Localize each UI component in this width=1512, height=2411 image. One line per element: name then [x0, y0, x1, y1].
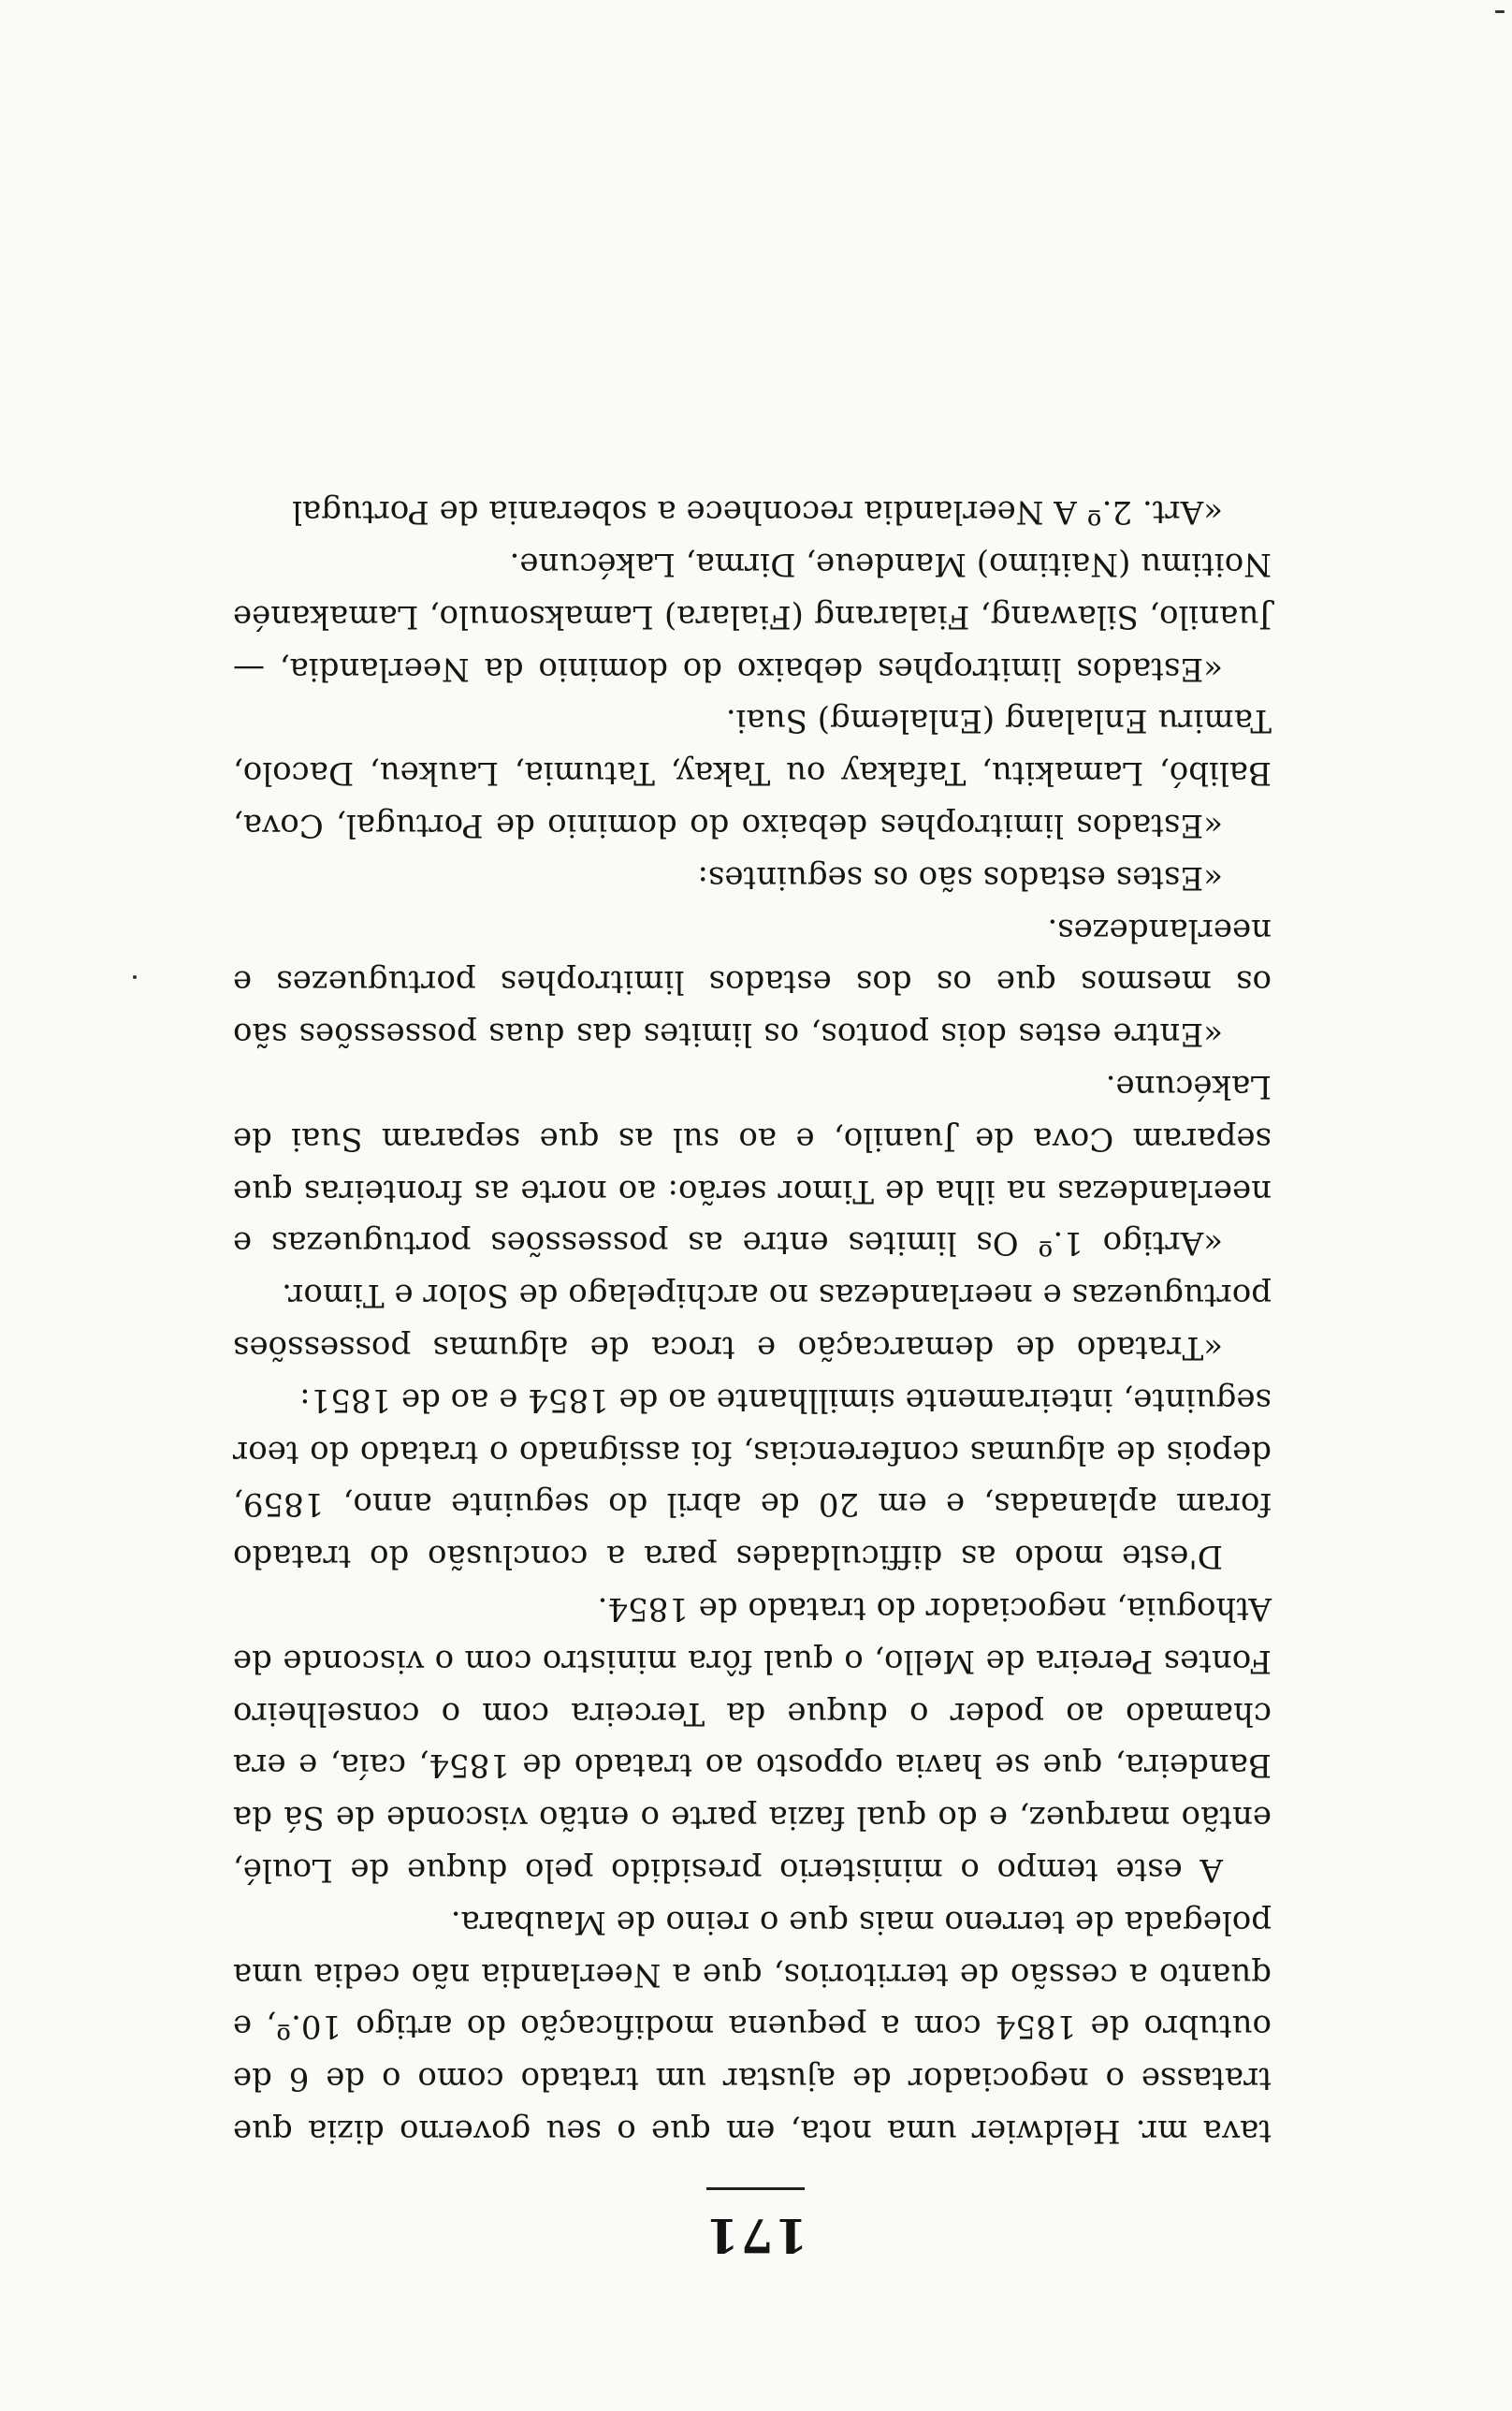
paragraph-2: A este tempo o ministerio presidido pelo duque de Loulé, então marquez, e do qual fazia parte o então visconde de Sá da Bandeira, que se havia opposto ao tratado de 1854, caía, e era chamado ao poder o duque da Terceira com o conselheiro Fontes Pereira de Mello, o qual fôra ministro com o visconde de Athoguia, negociador do tratado de 1854.: [233, 1590, 1272, 1890]
paragraph-10: «Art. 2.º A Neerlandia reconhece a soberania de Portugal: [292, 493, 1223, 532]
paragraph-1: tava mr. Heldwier uma nota, em que o seu governo dizia que tratasse o negociador de ajustar um tratado como o de 6 de outubro de 1854 com a pequena modificação do artigo 10.º, e quanto a cessão de territorios, que a Neerlandia não cedia uma polegada de terreno mais que o reino de Maubara.: [233, 1903, 1272, 2150]
paragraph-3: D'este modo as difficuldades para a conclusão do tratado foram aplanadas, e em 20 de abril do seguinte anno, 1859, depois de algumas conferencias, foi assignado o tratado do teor seguinte, inteiramente simillhante ao de 1854 e ao de 1851:: [233, 1381, 1272, 1576]
paragraph-8: «Estados limitrophes debaixo do dominio de Portugal, Cova, Balibó, Lamakitu, Tafakay ou Takay, Tatumia, Laukeu, Dacolo, Tamiru Enlalang (Enlalemg) Suai.: [233, 702, 1272, 845]
header-rule: [706, 2187, 805, 2190]
page-number: 171: [704, 2208, 808, 2263]
paragraph-4: «Tratado de demarcação e troca de algumas possessões portuguezas e neerlandezas no archipelago de Solor e Timor.: [233, 1277, 1272, 1367]
paragraph-6: «Entre estes dois pontos, os limites das duas possessões são os mesmos que os dos estados limitrophes portuguezes e neerlandezes.: [233, 911, 1272, 1054]
paragraph-7: «Estes estados são os seguintes:: [697, 858, 1223, 897]
paragraph-5: «Artigo 1.º Os limites entre as possessões portuguezas e neerlandezas na ilha de Timor serão: ao norte as fronteiras que separam Cova de Juanilo, e ao sul as que separam Suai de Lakécune.: [233, 1068, 1272, 1263]
body-text: [233, 486, 1272, 2157]
paper-speck: [1495, 10, 1505, 13]
paragraph-9: «Estados limitrophes debaixo do dominio da Neerlandia, — Juanilo, Silawang, Fialarang (Fialara) Lamaksonulo, Lamakanée Noitimu (Naitimo) Mandeue, Dirma, Lakécune.: [233, 546, 1272, 688]
paper-speck: [133, 975, 137, 979]
